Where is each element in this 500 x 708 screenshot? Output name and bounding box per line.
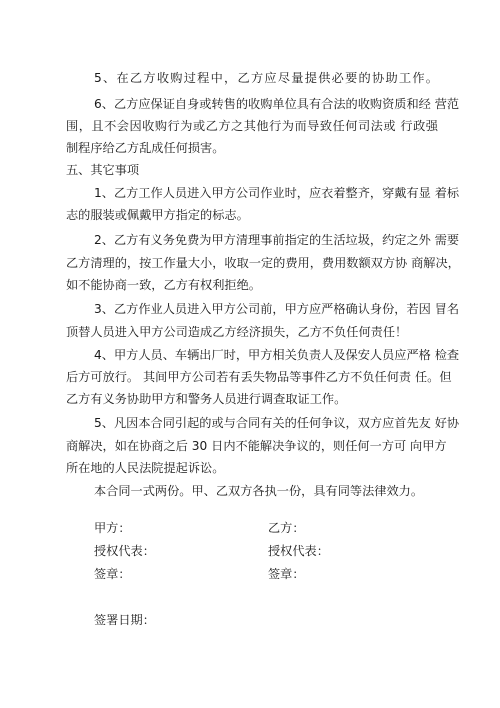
party-a-seal-label: 签章： [94, 567, 131, 581]
party-a-label: 甲方： [94, 521, 131, 535]
item-3-line-2: 顶替人员进入甲方公司造成乙方经济损失，乙方不负任何责任！ [66, 325, 408, 339]
party-a-representative-label: 授权代表： [94, 544, 155, 558]
party-b-representative-label: 授权代表： [268, 544, 329, 558]
section-5-heading: 五、其它事项 [66, 163, 140, 177]
item-3-line-1: 3、乙方作业人员进入甲方公司前，甲方应严格确认身份，若因 冒名 [94, 302, 460, 316]
clause-6-line-3: 制程序给乙方乱成任何损害。 [66, 141, 225, 155]
item-2-line-1: 2、乙方有义务免费为甲方清理事前指定的生活垃圾，约定之外 需要 [94, 233, 460, 247]
item-2-line-2: 乙方清理的，按工作量大小，收取一定的费用，费用数额双方协 商解决， [66, 256, 460, 270]
item-4-line-1: 4、甲方人员、车辆出厂时，甲方相关负责人及保安人员应严格 检查 [94, 348, 460, 362]
closing-statement: 本合同一式两份。甲、乙双方各执一份，具有同等法律效力。 [94, 484, 424, 498]
item-5-line-1: 5、凡因本合同引起的或与合同有关的任何争议，双方应首先友 好协 [94, 416, 460, 430]
clause-5-line-1: 5、在乙方收购过程中，乙方应尽量提供必要的协助工作。 [94, 71, 438, 85]
signing-date-label: 签署日期： [94, 613, 155, 627]
item-1-line-2: 志的服装或佩戴甲方指定的标志。 [66, 208, 249, 222]
party-b-seal-label: 签章： [268, 567, 305, 581]
item-4-line-3: 乙方有义务协助甲方和警务人员进行调查取证工作。 [66, 392, 347, 406]
clause-6-line-2: 围，且不会因收购行为或乙方之其他行为而导致任何司法或 行政强 [66, 119, 438, 133]
item-5-line-2: 商解决，如在协商之后 30 日内不能解决争议的，则任何一方可 向甲方 [66, 439, 447, 453]
clause-6-line-1: 6、乙方应保证自身或转售的收购单位具有合法的收购资质和经 营范 [94, 97, 460, 111]
item-2-line-3: 如不能协商一致，乙方有权利拒绝。 [66, 278, 261, 292]
item-4-line-2: 后方可放行。 其间甲方公司若有丢失物品等事件乙方不负任何责 任。但 [66, 370, 452, 384]
item-5-line-3: 所在地的人民法院提起诉讼。 [66, 461, 225, 475]
party-b-label: 乙方： [268, 521, 305, 535]
item-1-line-1: 1、乙方工作人员进入甲方公司作业时，应衣着整齐，穿戴有显 着标 [94, 186, 460, 200]
